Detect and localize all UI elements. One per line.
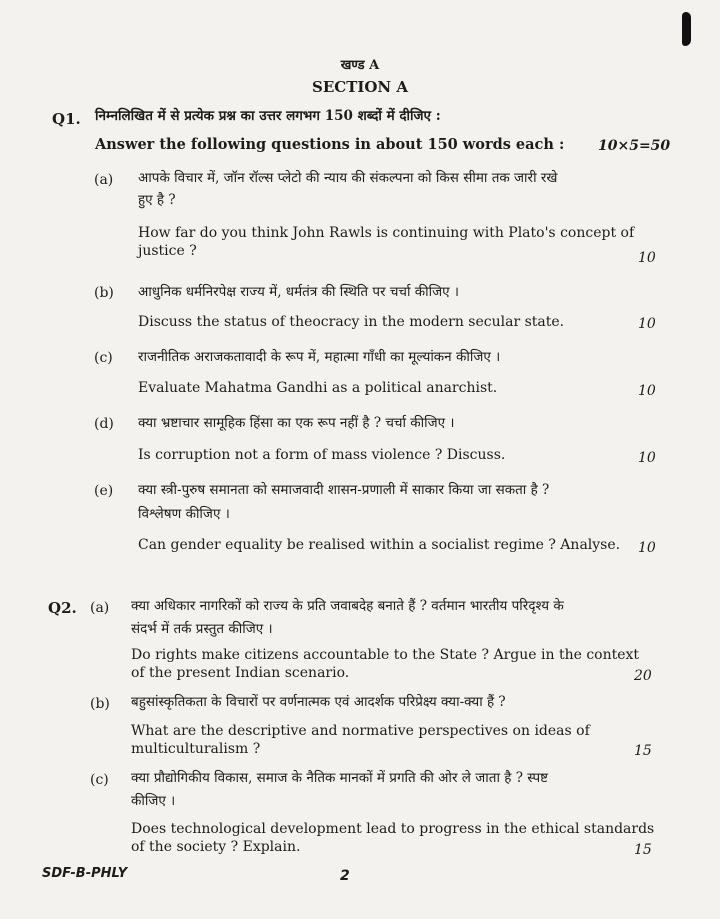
part-hindi-line: संदर्भ में तर्क प्रस्तुत कीजिए । bbox=[131, 621, 273, 637]
part-label: (c) bbox=[90, 772, 109, 788]
part-marks: 15 bbox=[634, 842, 652, 858]
part-english-line: Does technological development lead to progress in the ethical standards bbox=[131, 821, 655, 837]
part-hindi-line: क्या स्त्री-पुरुष समानता को समाजवादी शासन-प्रणाली में साकार किया जा सकता है ? bbox=[138, 482, 550, 498]
part-marks: 10 bbox=[638, 450, 656, 466]
part-english-line: of the society ? Explain. bbox=[131, 839, 301, 855]
part-english-line: Can gender equality be realised within a socialist regime ? Analyse. bbox=[138, 537, 621, 553]
part-marks: 10 bbox=[638, 383, 656, 399]
part-hindi-line: बहुसांस्कृतिकता के विचारों पर वर्णनात्मक एवं आदर्शक परिप्रेक्ष्य क्या-क्या हैं ? bbox=[131, 694, 506, 710]
part-hindi-line: हुए है ? bbox=[138, 192, 176, 208]
ink-mark bbox=[682, 12, 691, 46]
part-label: (b) bbox=[94, 285, 114, 301]
part-marks: 10 bbox=[638, 540, 656, 556]
part-label: (e) bbox=[94, 483, 114, 499]
question-number: Q1. bbox=[52, 110, 81, 128]
section-title-english: SECTION A bbox=[311, 78, 409, 96]
part-hindi-line: विश्लेषण कीजिए । bbox=[138, 506, 230, 522]
part-english-line: Is corruption not a form of mass violence ? Discuss. bbox=[138, 447, 506, 463]
part-english-line: How far do you think John Rawls is continuing with Plato's concept of bbox=[138, 225, 635, 241]
part-english-line: What are the descriptive and normative perspectives on ideas of bbox=[131, 723, 590, 739]
part-label: (a) bbox=[94, 172, 114, 188]
part-label: (a) bbox=[90, 600, 110, 616]
part-hindi-line: कीजिए । bbox=[131, 793, 176, 809]
total-marks: 10×5=50 bbox=[598, 138, 671, 154]
part-hindi-line: राजनीतिक अराजकतावादी के रूप में, महात्मा गाँधी का मूल्यांकन कीजिए । bbox=[138, 349, 501, 365]
part-english-line: justice ? bbox=[138, 243, 197, 259]
part-label: (b) bbox=[90, 696, 110, 712]
part-english-line: Discuss the status of theocracy in the modern secular state. bbox=[138, 314, 565, 330]
page-number: 2 bbox=[340, 868, 350, 884]
section-title-hindi: खण्ड A bbox=[340, 58, 380, 73]
part-marks: 15 bbox=[634, 743, 652, 759]
part-english-line: multiculturalism ? bbox=[131, 741, 261, 757]
part-marks: 20 bbox=[634, 668, 652, 684]
part-label: (c) bbox=[94, 350, 113, 366]
part-hindi-line: क्या अधिकार नागरिकों को राज्य के प्रति जवाबदेह बनाते हैं ? वर्तमान भारतीय परिदृश्य के bbox=[131, 598, 564, 614]
paper-code: SDF-B-PHLY bbox=[42, 866, 128, 881]
instruction-english: Answer the following questions in about 150 words each : bbox=[95, 136, 565, 153]
part-marks: 10 bbox=[638, 250, 656, 266]
part-english-line: Do rights make citizens accountable to the State ? Argue in the context bbox=[131, 647, 640, 663]
part-marks: 10 bbox=[638, 316, 656, 332]
part-english-line: of the present Indian scenario. bbox=[131, 665, 350, 681]
part-english-line: Evaluate Mahatma Gandhi as a political anarchist. bbox=[138, 380, 498, 396]
part-hindi-line: क्या भ्रष्टाचार सामूहिक हिंसा का एक रूप नहीं है ? चर्चा कीजिए । bbox=[138, 415, 455, 431]
instruction-hindi: निम्नलिखित में से प्रत्येक प्रश्न का उत्तर लगभग 150 शब्दों में दीजिए : bbox=[95, 108, 441, 124]
part-hindi-line: आधुनिक धर्मनिरपेक्ष राज्य में, धर्मतंत्र की स्थिति पर चर्चा कीजिए । bbox=[138, 284, 460, 300]
question-number: Q2. bbox=[48, 599, 77, 617]
part-label: (d) bbox=[94, 416, 114, 432]
part-hindi-line: आपके विचार में, जॉन रॉल्स प्लेटो की न्याय की संकल्पना को किस सीमा तक जारी रखे bbox=[138, 170, 558, 186]
part-hindi-line: क्या प्रौद्योगिकीय विकास, समाज के नैतिक मानकों में प्रगति की ओर ले जाता है ? स्पष्ट bbox=[131, 770, 549, 786]
